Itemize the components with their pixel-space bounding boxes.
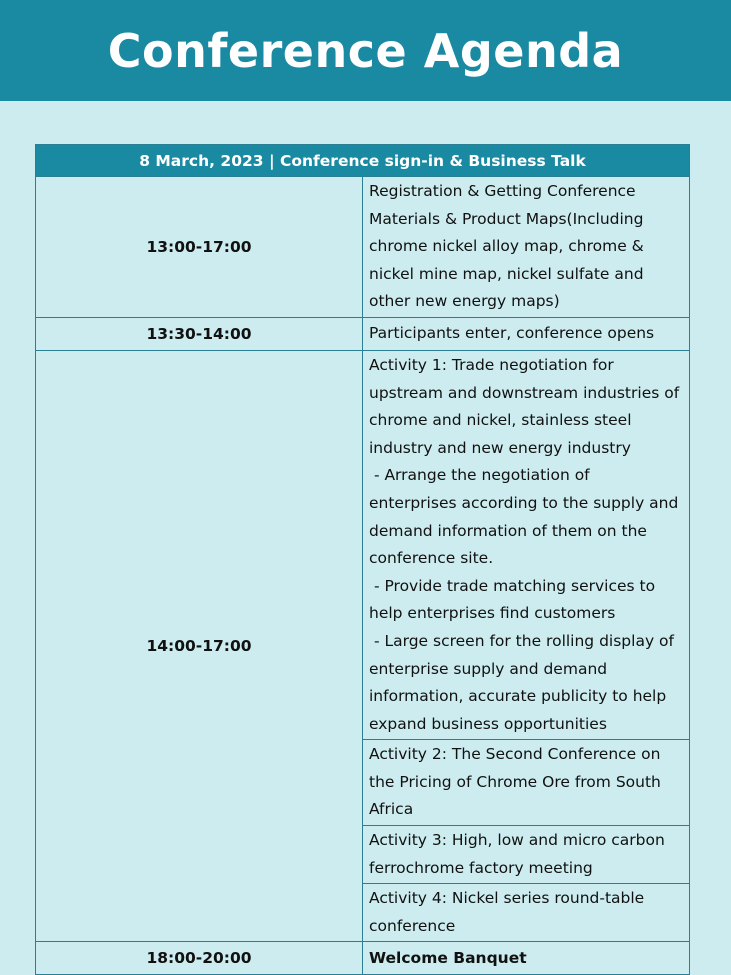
page-header <box>0 0 731 101</box>
day-heading-row <box>36 145 690 177</box>
activity-1-detail: - Large screen for the rolling display of enterprise supply and demand information, accurate publicity to help expand business opportunities <box>369 631 679 733</box>
agenda-item: Registration & Getting Conference Materials & Product Maps(Including chrome nickel alloy map, chrome & nickel mine map, nickel sulfate and other new energy maps) <box>363 177 690 318</box>
agenda-row <box>36 177 690 318</box>
agenda-row <box>36 317 690 350</box>
activity-1-title: Activity 1: Trade negotiation for upstream and downstream industries of chrome and nickel, stainless steel industry and new energy industry <box>369 355 680 457</box>
agenda-item-activity-4: Activity 4: Nickel series round-table conference <box>363 884 690 942</box>
agenda-time: 18:00-20:00 <box>36 942 363 975</box>
agenda-row <box>36 350 690 739</box>
agenda-item: Participants enter, conference opens <box>363 317 690 350</box>
activity-1-detail: - Arrange the negotiation of enterprises according to the supply and demand information of them on the conference site. <box>369 466 684 568</box>
agenda-item: Welcome Banquet <box>363 942 690 975</box>
page-title: Conference Agenda <box>107 23 624 78</box>
agenda-item-activity-1 <box>363 350 690 739</box>
day-heading: 8 March, 2023 | Conference sign-in & Business Talk <box>36 145 690 177</box>
agenda-time: 14:00-17:00 <box>36 350 363 941</box>
agenda-time: 13:00-17:00 <box>36 177 363 318</box>
agenda-item-activity-3: Activity 3: High, low and micro carbon ferrochrome factory meeting <box>363 826 690 884</box>
agenda-time: 13:30-14:00 <box>36 317 363 350</box>
activity-1-detail: - Provide trade matching services to help enterprises find customers <box>369 576 661 623</box>
agenda-item-activity-2: Activity 2: The Second Conference on the Pricing of Chrome Ore from South Africa <box>363 740 690 826</box>
agenda-row <box>36 942 690 975</box>
agenda-table <box>35 144 690 975</box>
